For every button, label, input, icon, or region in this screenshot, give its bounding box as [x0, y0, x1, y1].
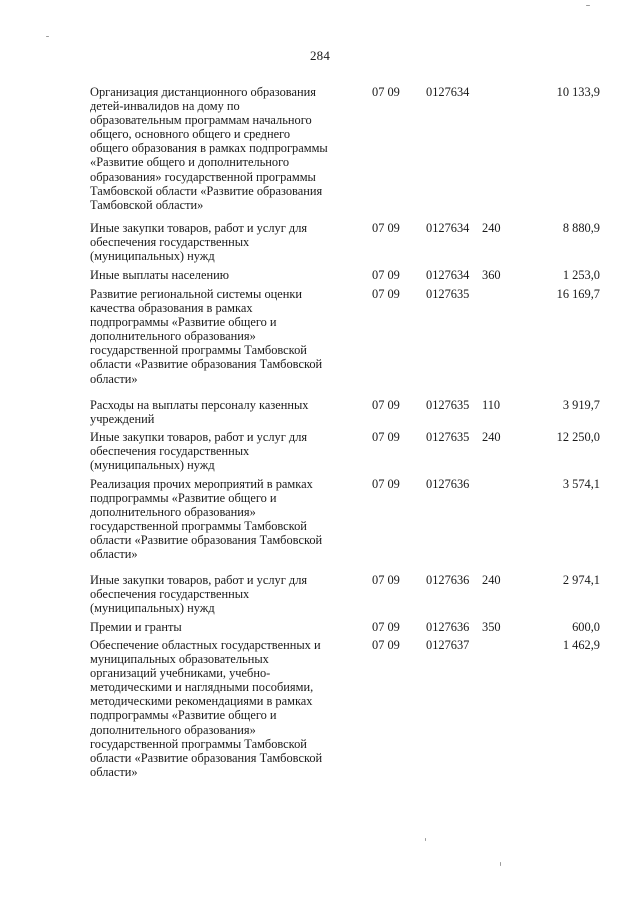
description-line: подпрограммы «Развитие общего и — [90, 315, 277, 330]
row-description — [90, 221, 355, 263]
description-line: области «Развитие образования Тамбовской — [90, 533, 323, 548]
description-line: образовательным программам начального — [90, 113, 312, 128]
expense-type-code: 360 — [482, 268, 501, 282]
expense-type-code: 240 — [482, 573, 501, 587]
description-line: государственной программы Тамбовской — [90, 519, 307, 534]
amount: 600,0 — [572, 620, 600, 634]
description-line: Организация дистанционного образования — [90, 85, 316, 99]
section-code: 07 09 — [372, 287, 400, 301]
row-description — [90, 398, 355, 426]
amount: 3 574,1 — [562, 477, 600, 491]
table-row — [90, 638, 600, 779]
amount: 1 253,0 — [562, 268, 600, 282]
description-line: общего образования в рамках подпрограммы — [90, 141, 328, 156]
scan-speck — [586, 5, 590, 6]
row-description — [90, 430, 355, 472]
description-line: дополнительного образования» — [90, 722, 256, 737]
description-line: общего, основного общего и среднего — [90, 127, 291, 142]
target-code: 0127635 — [426, 398, 470, 412]
amount: 10 133,9 — [556, 85, 600, 99]
description-line: области «Развитие образования Тамбовской — [90, 750, 323, 765]
description-line: «Развитие общего и дополнительного — [90, 155, 290, 170]
description-line: обеспечения государственных — [90, 587, 250, 602]
description-line: области» — [90, 547, 138, 562]
description-line: государственной программы Тамбовской — [90, 343, 307, 358]
table-row — [90, 85, 600, 212]
description-line: Тамбовской области» — [90, 197, 204, 212]
row-description — [90, 573, 355, 615]
description-line: Тамбовской области «Развитие образования — [90, 183, 323, 198]
table-row — [90, 398, 600, 426]
target-code: 0127636 — [426, 620, 470, 634]
row-description — [90, 287, 355, 386]
target-code: 0127634 — [426, 221, 470, 235]
target-code: 0127634 — [426, 268, 470, 282]
description-line: организаций учебниками, учебно- — [90, 666, 271, 681]
description-line: (муниципальных) нужд — [90, 249, 215, 264]
section-code: 07 09 — [372, 573, 400, 587]
section-code: 07 09 — [372, 221, 400, 235]
amount: 8 880,9 — [562, 221, 600, 235]
amount: 2 974,1 — [562, 573, 600, 587]
description-line: Иные закупки товаров, работ и услуг для — [90, 430, 308, 444]
scan-speck — [46, 36, 49, 37]
table-row — [90, 221, 600, 263]
description-line: Иные закупки товаров, работ и услуг для — [90, 221, 308, 235]
description-line: (муниципальных) нужд — [90, 601, 215, 616]
table-row — [90, 287, 600, 386]
description-line: методическими рекомендациями в рамках — [90, 694, 313, 709]
expense-type-code: 350 — [482, 620, 501, 634]
description-line: (муниципальных) нужд — [90, 458, 215, 473]
description-line: области «Развитие образования Тамбовской — [90, 357, 323, 372]
target-code: 0127636 — [426, 477, 470, 491]
description-line: детей-инвалидов на дому по — [90, 99, 240, 114]
description-line: муниципальных образовательных — [90, 652, 269, 667]
scan-speck — [500, 862, 501, 866]
description-line: Обеспечение областных государственных и — [90, 638, 321, 652]
description-line: подпрограммы «Развитие общего и — [90, 708, 277, 723]
section-code: 07 09 — [372, 268, 400, 282]
description-line: обеспечения государственных — [90, 444, 250, 459]
description-line: Развитие региональной системы оценки — [90, 287, 303, 301]
section-code: 07 09 — [372, 430, 400, 444]
section-code: 07 09 — [372, 477, 400, 491]
expense-type-code: 240 — [482, 221, 501, 235]
row-description — [90, 620, 355, 634]
table-row — [90, 430, 600, 472]
section-code: 07 09 — [372, 398, 400, 412]
table-row — [90, 477, 600, 562]
description-line: Реализация прочих мероприятий в рамках — [90, 477, 313, 491]
description-line: учреждений — [90, 412, 155, 427]
section-code: 07 09 — [372, 85, 400, 99]
section-code: 07 09 — [372, 638, 400, 652]
table-row — [90, 573, 600, 615]
target-code: 0127635 — [426, 287, 470, 301]
page-number: 284 — [309, 48, 331, 63]
description-line: Расходы на выплаты персоналу казенных — [90, 398, 309, 412]
table-row — [90, 620, 600, 634]
description-line: образования» государственной программы — [90, 169, 316, 184]
description-line: подпрограммы «Развитие общего и — [90, 491, 277, 506]
section-code: 07 09 — [372, 620, 400, 634]
description-line: дополнительного образования» — [90, 329, 256, 344]
table-row — [90, 268, 600, 282]
amount: 16 169,7 — [556, 287, 600, 301]
target-code: 0127637 — [426, 638, 470, 652]
expense-type-code: 110 — [482, 398, 501, 412]
target-code: 0127636 — [426, 573, 470, 587]
description-line: области» — [90, 764, 138, 779]
description-line: дополнительного образования» — [90, 505, 256, 520]
description-line: Иные выплаты населению — [90, 268, 229, 282]
description-line: Иные закупки товаров, работ и услуг для — [90, 573, 308, 587]
scan-speck — [425, 838, 426, 841]
description-line: обеспечения государственных — [90, 235, 250, 250]
amount: 3 919,7 — [562, 398, 600, 412]
description-line: методическими и наглядными пособиями, — [90, 680, 314, 695]
target-code: 0127634 — [426, 85, 470, 99]
row-description — [90, 85, 355, 212]
description-line: области» — [90, 371, 138, 386]
row-description — [90, 477, 355, 562]
amount: 1 462,9 — [562, 638, 600, 652]
description-line: качества образования в рамках — [90, 301, 253, 316]
description-line: Премии и гранты — [90, 620, 182, 634]
description-line: государственной программы Тамбовской — [90, 736, 307, 751]
expense-type-code: 240 — [482, 430, 501, 444]
row-description — [90, 638, 355, 779]
row-description — [90, 268, 355, 282]
target-code: 0127635 — [426, 430, 470, 444]
amount: 12 250,0 — [556, 430, 600, 444]
